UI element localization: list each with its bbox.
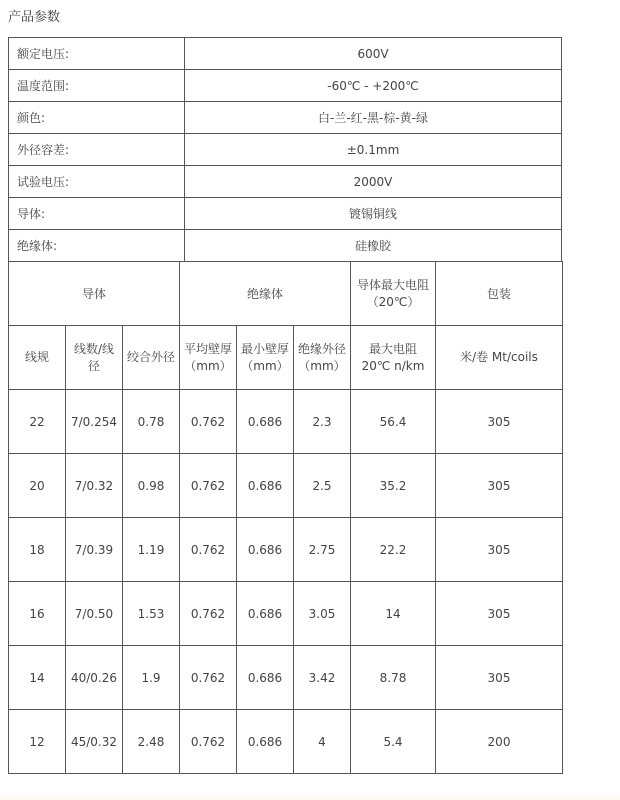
cell-max-res: 8.78 xyxy=(351,646,436,710)
cell-packing: 305 xyxy=(436,518,563,582)
page-title: 产品参数 xyxy=(8,10,61,25)
table-row xyxy=(9,710,563,774)
header-strands: 线数/线径 xyxy=(66,326,123,390)
table-row xyxy=(9,454,563,518)
cell-min-wall: 0.686 xyxy=(237,518,294,582)
cell-min-wall: 0.686 xyxy=(237,710,294,774)
header-conductor: 导体 xyxy=(9,262,180,326)
spec-value: 硅橡胶 xyxy=(185,230,562,262)
cell-stranded-od: 1.53 xyxy=(123,582,180,646)
spec-value: 600V xyxy=(185,38,562,70)
wire-spec-table xyxy=(8,261,563,774)
cell-max-res: 56.4 xyxy=(351,390,436,454)
header-max-res: 最大电阻 20℃ n/km xyxy=(351,326,436,390)
spec-value: ±0.1mm xyxy=(185,134,562,166)
cell-gauge: 14 xyxy=(9,646,66,710)
spec-value: 白-兰-红-黑-棕-黄-绿 xyxy=(185,102,562,134)
cell-ins-od: 4 xyxy=(294,710,351,774)
header-stranded-od: 绞合外径 xyxy=(123,326,180,390)
cell-strands: 7/0.254 xyxy=(66,390,123,454)
spec-key: 绝缘体: xyxy=(9,230,185,262)
header-packing-unit: 米/卷 Mt/coils xyxy=(436,326,563,390)
cell-avg-wall: 0.762 xyxy=(180,646,237,710)
cell-avg-wall: 0.762 xyxy=(180,518,237,582)
spec-row xyxy=(9,198,562,230)
header-gauge: 线规 xyxy=(9,326,66,390)
cell-stranded-od: 0.78 xyxy=(123,390,180,454)
table-row xyxy=(9,646,563,710)
group-header-row xyxy=(9,262,563,326)
cell-avg-wall: 0.762 xyxy=(180,710,237,774)
cell-strands: 7/0.50 xyxy=(66,582,123,646)
cell-avg-wall: 0.762 xyxy=(180,582,237,646)
cell-packing: 305 xyxy=(436,646,563,710)
header-avg-wall: 平均壁厚（mm） xyxy=(180,326,237,390)
cell-strands: 7/0.32 xyxy=(66,454,123,518)
cell-avg-wall: 0.762 xyxy=(180,454,237,518)
cell-ins-od: 3.05 xyxy=(294,582,351,646)
spec-value: 2000V xyxy=(185,166,562,198)
cell-avg-wall: 0.762 xyxy=(180,390,237,454)
cell-min-wall: 0.686 xyxy=(237,390,294,454)
header-packing: 包装 xyxy=(436,262,563,326)
cell-max-res: 35.2 xyxy=(351,454,436,518)
spec-row xyxy=(9,166,562,198)
table-row xyxy=(9,582,563,646)
cell-gauge: 12 xyxy=(9,710,66,774)
cell-ins-od: 2.75 xyxy=(294,518,351,582)
cell-stranded-od: 1.19 xyxy=(123,518,180,582)
spec-row xyxy=(9,230,562,262)
cell-gauge: 16 xyxy=(9,582,66,646)
cell-gauge: 18 xyxy=(9,518,66,582)
header-insulation: 绝缘体 xyxy=(180,262,351,326)
spec-key: 导体: xyxy=(9,198,185,230)
cell-ins-od: 3.42 xyxy=(294,646,351,710)
spec-key: 颜色: xyxy=(9,102,185,134)
table-row xyxy=(9,518,563,582)
cell-min-wall: 0.686 xyxy=(237,646,294,710)
cell-max-res: 5.4 xyxy=(351,710,436,774)
table-row xyxy=(9,390,563,454)
cell-gauge: 20 xyxy=(9,454,66,518)
spec-key: 试验电压: xyxy=(9,166,185,198)
spec-value: -60℃ - +200℃ xyxy=(185,70,562,102)
cell-stranded-od: 1.9 xyxy=(123,646,180,710)
cell-stranded-od: 0.98 xyxy=(123,454,180,518)
sub-header-row xyxy=(9,326,563,390)
spec-key: 额定电压: xyxy=(9,38,185,70)
header-ins-od: 绝缘外径（mm） xyxy=(294,326,351,390)
cell-strands: 40/0.26 xyxy=(66,646,123,710)
cell-packing: 305 xyxy=(436,390,563,454)
cell-max-res: 22.2 xyxy=(351,518,436,582)
spec-table xyxy=(8,37,562,262)
cell-min-wall: 0.686 xyxy=(237,454,294,518)
spec-row xyxy=(9,134,562,166)
spec-row xyxy=(9,70,562,102)
cell-packing: 305 xyxy=(436,454,563,518)
cell-stranded-od: 2.48 xyxy=(123,710,180,774)
cell-gauge: 22 xyxy=(9,390,66,454)
spec-key: 温度范围: xyxy=(9,70,185,102)
spec-row xyxy=(9,102,562,134)
cell-packing: 305 xyxy=(436,582,563,646)
spec-key: 外径容差: xyxy=(9,134,185,166)
header-resistance: 导体最大电阻（20℃） xyxy=(351,262,436,326)
cell-strands: 45/0.32 xyxy=(66,710,123,774)
spec-value: 镀锡铜线 xyxy=(185,198,562,230)
cell-ins-od: 2.5 xyxy=(294,454,351,518)
cell-max-res: 14 xyxy=(351,582,436,646)
cell-min-wall: 0.686 xyxy=(237,582,294,646)
bottom-strip xyxy=(0,795,620,800)
cell-packing: 200 xyxy=(436,710,563,774)
spec-row xyxy=(9,38,562,70)
header-min-wall: 最小壁厚（mm） xyxy=(237,326,294,390)
cell-strands: 7/0.39 xyxy=(66,518,123,582)
cell-ins-od: 2.3 xyxy=(294,390,351,454)
